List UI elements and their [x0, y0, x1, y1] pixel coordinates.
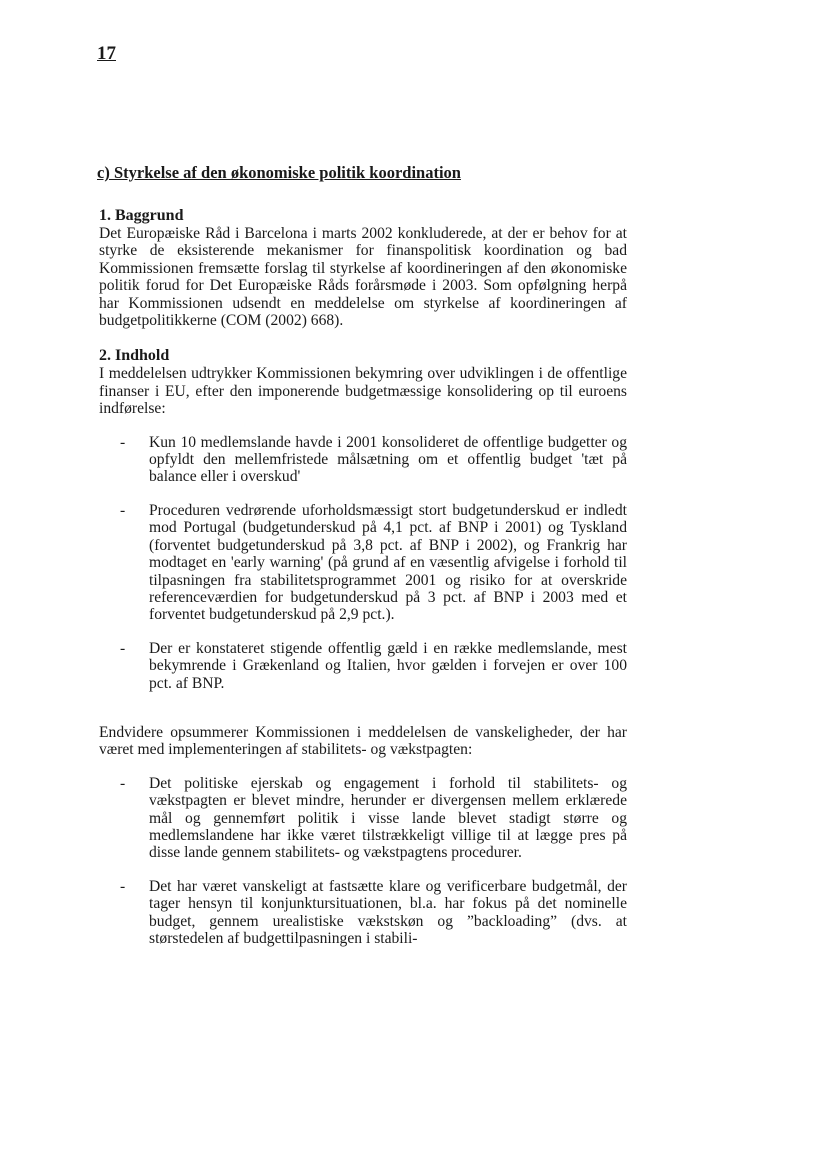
section-heading: 1. Baggrund: [99, 207, 184, 224]
list-item: [99, 434, 627, 486]
bullet-list: [99, 434, 627, 692]
bullet-dash: -: [120, 501, 126, 519]
list-item: [99, 878, 627, 948]
section-content: [99, 347, 627, 692]
paragraph: Endvidere opsummerer Kommissionen i meddelelsen de vanskeligheder, der har været med implementeringen af stabilitets- og vækstpagten:: [99, 723, 627, 759]
page-number: 17: [97, 43, 116, 64]
list-item-text: Det har været vanskeligt at fastsætte klare og verificerbare budgetmål, der tager hensyn til konjunktursituationen, bl.a. har fokus på det nominelle budget, gennem urealistiske vækstskøn og ”backloading” (dvs. at størstedelen af budgettilpasningen i stabili-: [149, 877, 627, 947]
section-difficulties: [99, 724, 627, 947]
list-item: [99, 640, 627, 692]
list-item: [99, 775, 627, 862]
section-background: [99, 207, 627, 329]
section-heading: 2. Indhold: [99, 347, 170, 365]
list-item-text: Det politiske ejerskab og engagement i forhold til stabilitets- og vækstpagten er blevet mindre, herunder er divergensen mellem erklærede mål og gennemført politik i visse lande blevet stadigt større og medlemslandene har ikke været tilstrækkeligt villige til at lægge pres på disse lande gennem stabilitets- og vækstpagtens procedurer.: [149, 774, 627, 862]
list-item-text: Der er konstateret stigende offentlig gæld i en række medlemslande, mest bekymrende i Grækenland og Italien, hvor gælden i forvejen er over 100 pct. af BNP.: [149, 639, 627, 692]
list-item-text: Kun 10 medlemslande havde i 2001 konsolideret de offentlige budgetter og opfyldt den mellemfristede målsætning om et offentlig budget 'tæt på balance eller i overskud': [149, 433, 627, 486]
paragraph: I meddelelsen udtrykker Kommissionen bekymring over udviklingen i de offentlige finanser i EU, efter den imponerende budgetmæssige konsolidering op til euroens indførelse:: [99, 365, 627, 418]
bullet-dash: -: [120, 433, 126, 451]
paragraph: Det Europæiske Råd i Barcelona i marts 2002 konkluderede, at der er behov for at styrke de eksisterende mekanismer for finanspolitisk koordination og bad Kommissionen fremsætte forslag til styrkelse af koordineringen af den økonomiske politik forud for Det Europæiske Råds forårsmøde i 2003. Som opfølgning herpå har Kommissionen udsendt en meddelelse om styrkelse af koordineringen af budgetpolitikkerne (COM (2002) 668).: [99, 225, 627, 330]
bullet-dash: -: [120, 877, 126, 895]
list-item-text: Proceduren vedrørende uforholdsmæssigt stort budgetunderskud er indledt mod Portugal (budgetunderskud på 4,1 pct. af BNP i 2001) og Tyskland (forventet budgetunderskud på 3,8 pct. af BNP i 2002), og Frankrig har modtaget en 'early warning' (på grund af en væsentlig afvigelse i forhold til tilpasningen fra stabilitetsprogrammet 2001 og risiko for at overskride referenceværdien for budgetunderskud på 3 pct. af BNP i 2003 med et forventet budgetunderskud på 2,9 pct.).: [149, 501, 627, 624]
bullet-dash: -: [120, 639, 126, 657]
document-body: [99, 207, 627, 947]
list-item: [99, 502, 627, 624]
bullet-dash: -: [120, 774, 126, 792]
section-title: c) Styrkelse af den økonomiske politik koordination: [97, 163, 461, 182]
bullet-list: [99, 775, 627, 948]
